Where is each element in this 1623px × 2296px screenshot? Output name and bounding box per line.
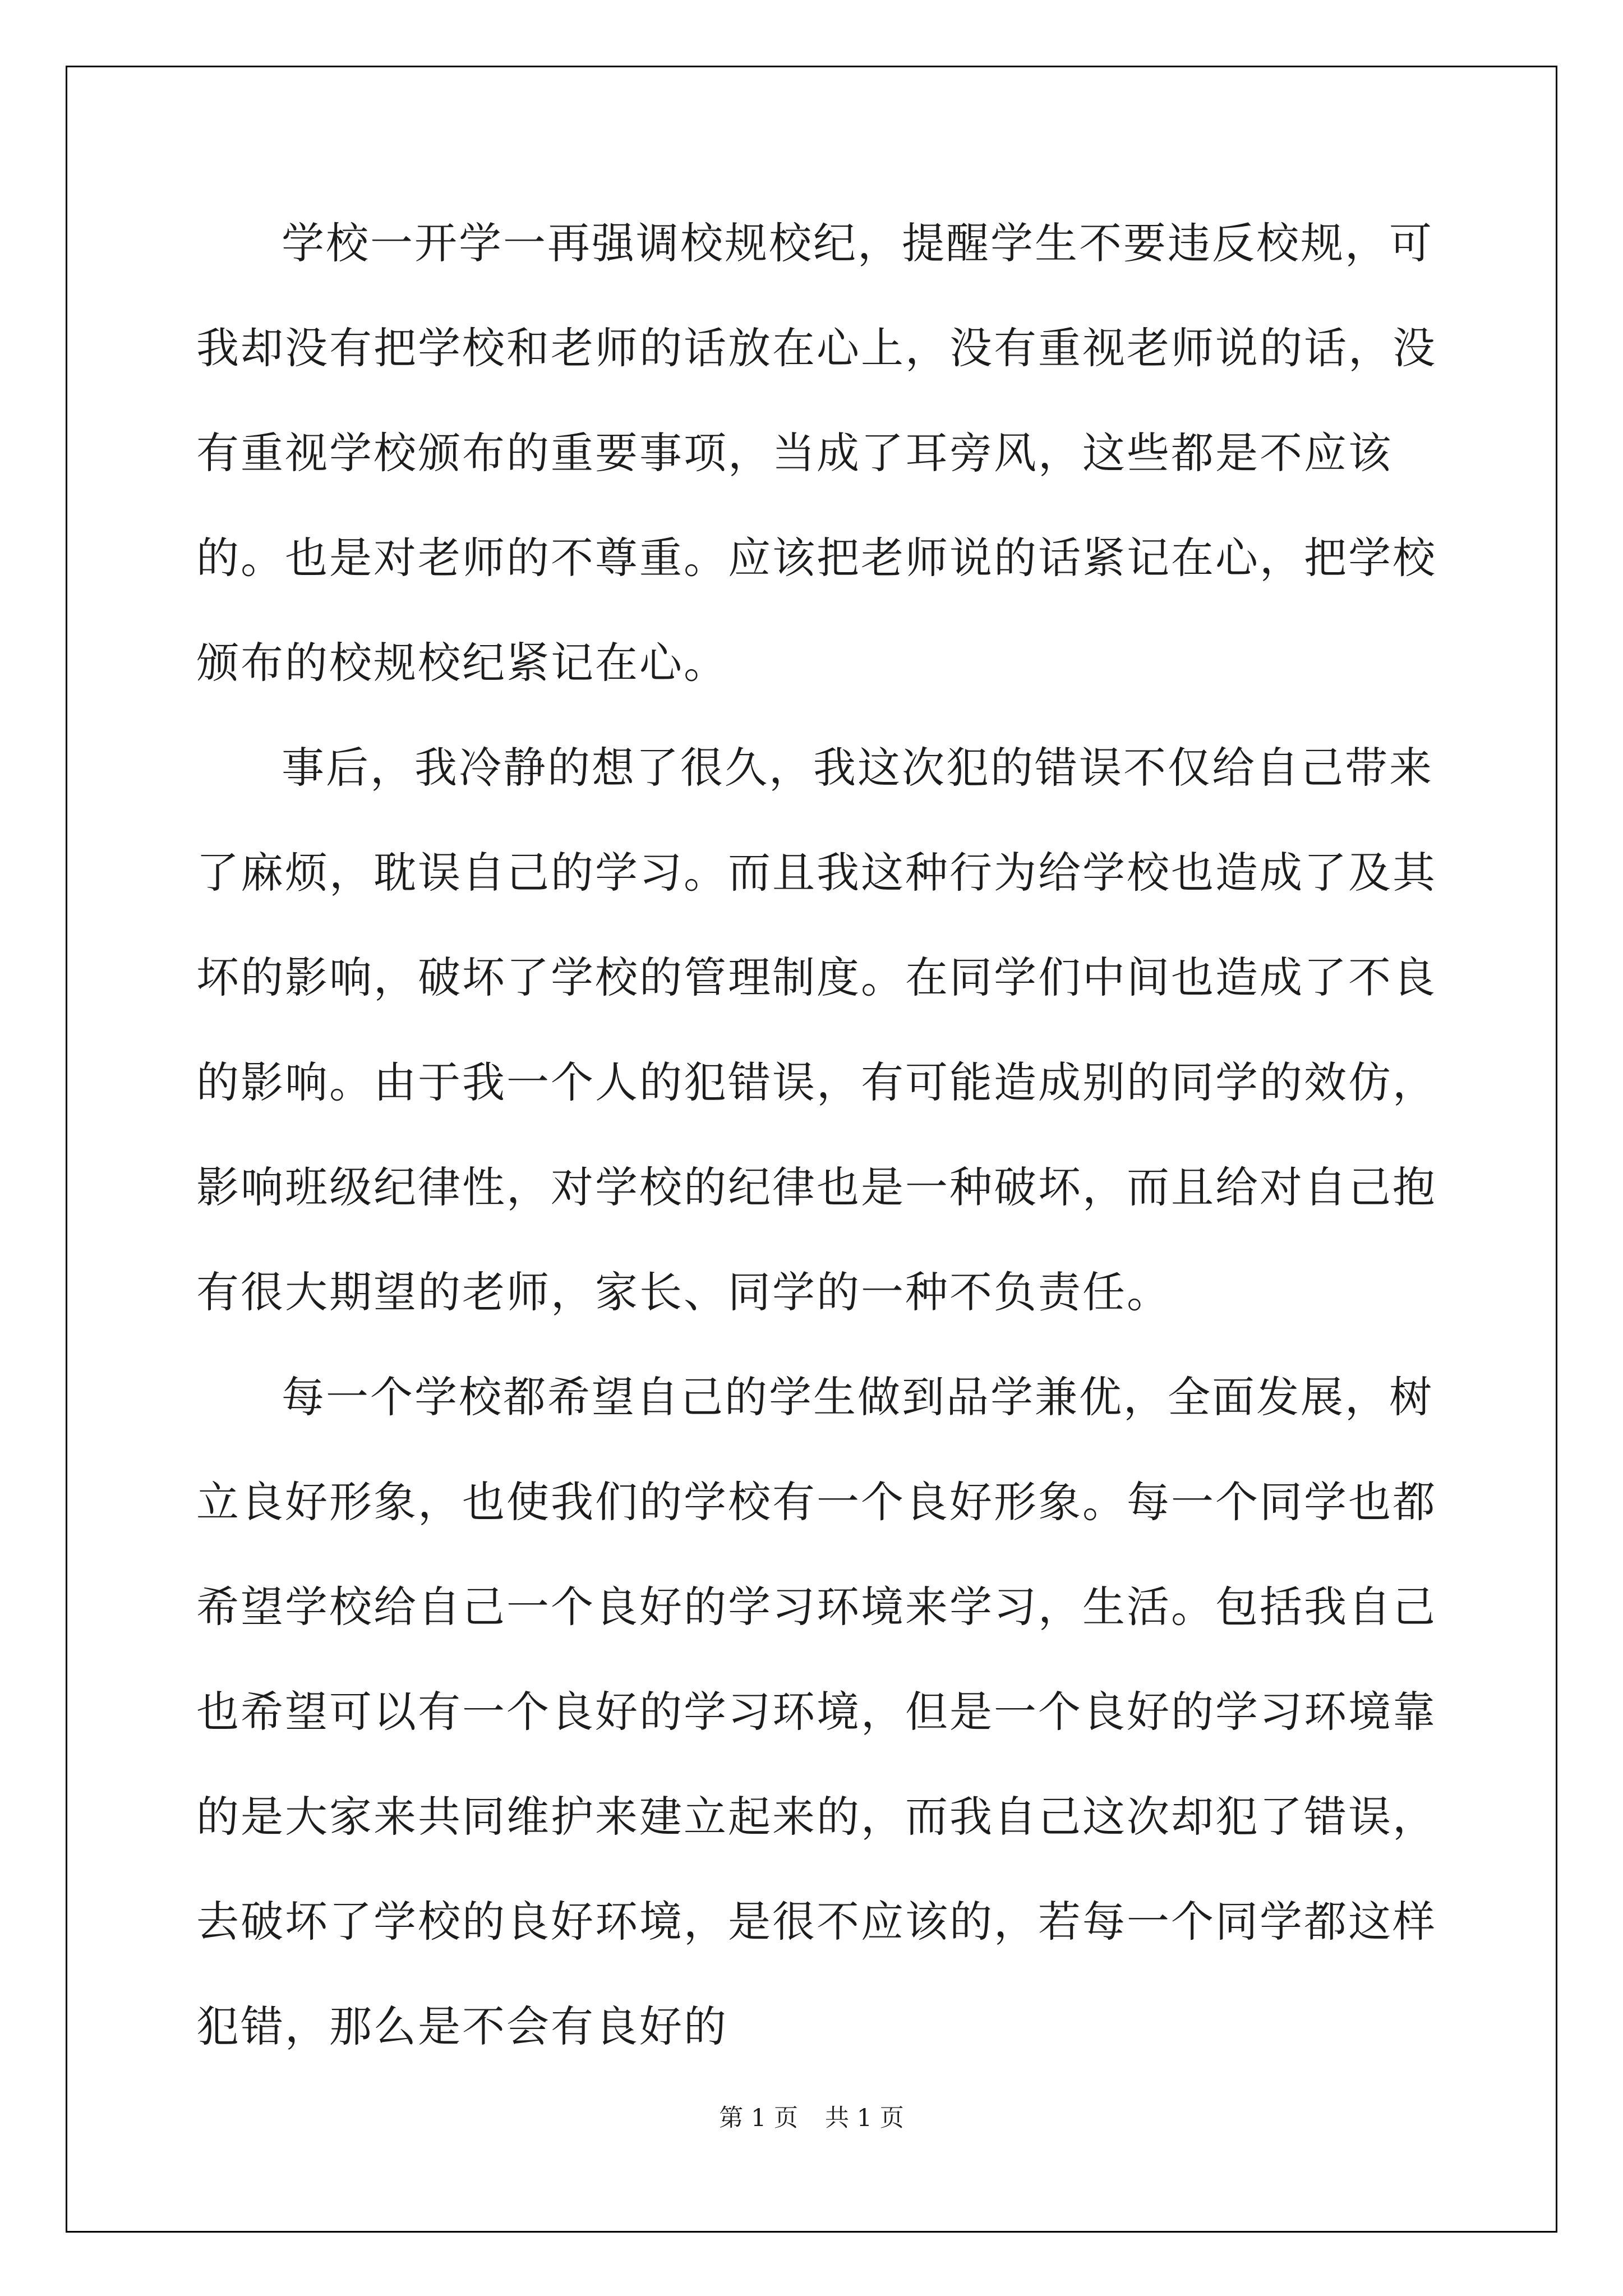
paragraph-3: 每一个学校都希望自己的学生做到品学兼优，全面发展，树立良好形象，也使我们的学校有一个良好形象。每一个同学也都希望学校给自己一个良好的学习环境来学习，生活。包括我自己也希望可以有一个良好的学习环境，但是一个良好的学习环境靠的是大家来共同维护来建立起来的，而我自己这次却犯了错误，去破坏了学校的良好环境，是很不应该的，若每一个同学都这样犯错，那么是不会有良好的: [196, 1372, 1437, 2051]
page-total: 共 1 页: [825, 2104, 904, 2132]
document-body: [196, 191, 1453, 2079]
page-footer: [0, 2099, 1623, 2133]
paragraph-2: 事后，我冷静的想了很久，我这次犯的错误不仅给自己带来了麻烦，耽误自己的学习。而且我这种行为给学校也造成了及其坏的影响，破坏了学校的管理制度。在同学们中间也造成了不良的影响。由于我一个人的犯错误，有可能造成别的同学的效仿，影响班级纪律性，对学校的纪律也是一种破坏，而且给对自己抱有很大期望的老师，家长、同学的一种不负责任。: [196, 743, 1437, 1317]
paragraph-1: 学校一开学一再强调校规校纪，提醒学生不要违反校规，可我却没有把学校和老师的话放在心上，没有重视老师说的话，没有重视学校颁布的重要事项，当成了耳旁风，这些都是不应该的。也是对老师的不尊重。应该把老师说的话紧记在心，把学校颁布的校规校纪紧记在心。: [196, 218, 1437, 688]
page-number: 第 1 页: [719, 2104, 798, 2132]
